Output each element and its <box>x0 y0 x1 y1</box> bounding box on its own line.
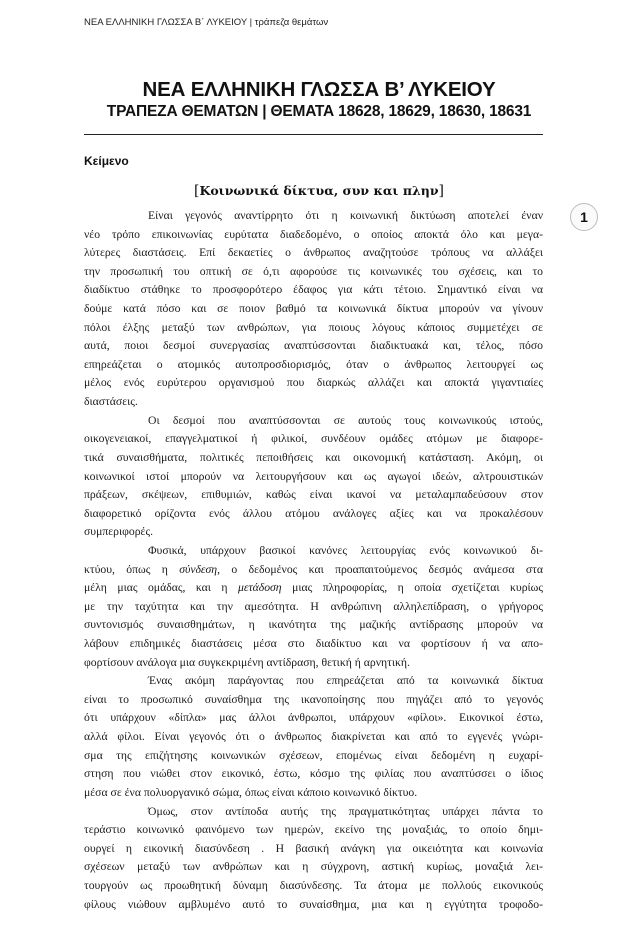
text-line: πράξεων, σκέψεων, επιθυμιών, καθώς είναι ικανοί να μεταλαμπαδεύσουν στον <box>84 488 543 502</box>
text-line: συμπεριφορές. <box>84 525 154 539</box>
section-label: Κείμενο <box>84 154 129 168</box>
text-line: σχέσεων μεταξύ των ανθρώπων και η σύγχρονη, αστική κυρίως, μοναξιά λει- <box>84 860 543 874</box>
text-line: συντονισμός συναισθημάτων, η ικανότητα της μαζικής αντίδρασης μπορούν να <box>84 618 543 632</box>
text-line: κτύου, όπως η σύνδεση, ο δεδομένος και προαπαιτούμενος δεσμός ανάμεσα στα <box>84 562 543 576</box>
text-title-close-bracket: ] <box>438 183 444 199</box>
text-title-label: Κοινωνικά δίκτυα, συν και πλην <box>199 183 439 198</box>
text-line: Όμως, στον αντίποδα αυτής της πραγματικότητας υπάρχει πάντα το <box>148 804 543 818</box>
text-line: αυτά, ποιοι δεσμοί συνεργασίας αναπτύσσονται διαδικτυακά και, τέλος, πόσο <box>84 339 543 353</box>
text-line: ουργεί η εικονική διασύνδεση . Η βασική ανάγκη για οικειότητα και κοινωνία <box>84 841 543 855</box>
text-line: αλλά φίλοι. Είναι γεγονός ότι ο άνθρωπος διακρίνεται και από το εγγενές γνώρι- <box>84 730 543 744</box>
text-line: Είναι γεγονός αναντίρρητο ότι η κοινωνική δικτύωση αποτελεί έναν <box>148 209 543 222</box>
text-line: τικά συναισθήματα, πολιτικές πεποιθήσεις και οικονομική κατάσταση. Ακόμη, οι <box>84 450 543 464</box>
text-line: διαφορετικό ορίζοντα ενός άλλου ατόμου ανάλογες αξίες και να προκαλέσουν <box>84 506 543 520</box>
text-line: φίλους νιώθουν αμβλυμένο αυτό το συναίσθημα, μια και η εγγύτητα τροφοδο- <box>84 897 543 911</box>
text-line: είναι το προσωπικό συναίσθημα της ικανοποίησης που πηγάζει από το γεγονός <box>84 692 543 706</box>
text-line: Ένας ακόμη παράγοντας που επηρεάζεται από τα κοινωνικά δίκτυα <box>148 674 543 688</box>
text-line: επηρεάζεται ο ατομικός αυτοπροσδιορισμός, όταν ο άνθρωπος λειτουργεί ως <box>84 357 543 371</box>
text-line: κοινωνικοί ιστοί μπορούν να λειτουργήσουν και ως αγωγοί ιδεών, αλτρουιστικών <box>84 469 543 483</box>
text-line: διαδίκτυο στάθηκε το προσφορότερο έδαφος για κάτι τέτοιο. Σημαντικό είναι να <box>84 283 543 297</box>
text-line: μέσα σε ένα πολυοργανικό σώμα, όπως είναι κάποιο κοινωνικό δίκτυο. <box>84 785 418 799</box>
text-line: τεράστιο κοινωνικό φαινόμενο των ημερών, εκείνο της μοναξιάς, το οποίο δημι- <box>84 823 543 837</box>
title-divider <box>84 134 543 135</box>
text-line: λάβουν επιδημικές διαστάσεις μέσα στο διαδίκτυο και να φορτίσουν ή να απο- <box>84 637 543 651</box>
text-line: Οι δεσμοί που αναπτύσσονται σε αυτούς τους κοινωνικούς ιστούς, <box>148 413 543 427</box>
paragraph-number-badge: 1 <box>570 203 598 231</box>
text-line: τουργούν ως προωθητική δύναμη διασύνδεσης. Τα άτομα με πολλούς εικονικούς <box>84 878 543 892</box>
text-line <box>84 914 543 933</box>
text-title <box>0 183 638 199</box>
text-line: λύτερες διαστάσεις. Επί δεκαετίες ο άνθρωπος αναζητούσε τρόπους να αλλάξει <box>84 246 543 260</box>
text-line: Φυσικά, υπάρχουν βασικοί κανόνες λειτουργίας ενός κοινωνικού δι- <box>148 543 543 557</box>
page-title: ΝΕΑ ΕΛΛΗΝΙΚΗ ΓΛΩΣΣΑ Β’ ΛΥΚΕΙΟΥ <box>142 78 496 101</box>
text-line: σμα της επιζήτησης κοινωνικών σχέσεων, επομένως είναι δεδομένη η ευχαρί- <box>84 748 543 762</box>
text-line: μέλη μιας ομάδας, και η μετάδοση μιας πληροφορίας, η οποία σχετίζεται κυρίως <box>84 581 544 595</box>
text-line: δούμε κατά πόσο και σε ποιον βαθμό τα κοινωνικά δίκτυα μπορούν να γίνουν <box>84 302 543 316</box>
article-body <box>84 207 543 933</box>
text-line: ότι υπάρχουν «δίπλα» μας άλλοι άνθρωποι, υπάρχουν «φίλοι». Εικονικοί έστω, <box>84 711 543 725</box>
running-header: ΝΕΑ ΕΛΛΗΝΙΚΗ ΓΛΩΣΣΑ Β΄ ΛΥΚΕΙΟΥ | τράπεζα θεμάτων <box>84 17 329 28</box>
text-line: μέλος ενός ευρύτερου οργανισμού που διαρκώς αλλάζει και αποκτά γιγαντιαίες <box>84 376 543 390</box>
text-line: φορτίσουν ανάλογα μια συγκεκριμένη αντίδραση, θετική ή αρνητική. <box>84 655 410 669</box>
text-line: την προσωπική του οπτική σε ό,τι αφορούσε τις κοινωνικές του σχέσεις, και το <box>84 264 543 278</box>
text-line: με την ταχύτητα και την αμεσότητα. Η ανθρώπινη αλληλεπίδραση, ο γρήγορος <box>84 599 543 613</box>
text-line: νέο τρόπο επικοινωνίας ευρύτατα διαδεδομένο, ο οποίος αποκτά όλο και μεγα- <box>84 227 543 241</box>
text-line: πόλοι έλξης μεταξύ των ανθρώπων, για ποιους λόγους κάποιος συμμετέχει σε <box>84 320 543 334</box>
text-line: διαστάσεις. <box>84 395 138 409</box>
text-line: στηση που νιώθει στον εικονικό, έστω, κόσμο της φιλίας που αναπτύσσει ο ίδιος <box>84 767 543 781</box>
text-line: οικογενειακοί, επαγγελματικοί ή φιλικοί, συνδέουν ομάδες ατόμων με διαφορε- <box>84 432 543 446</box>
page-subtitle: ΤΡΑΠΕΖΑ ΘΕΜΑΤΩΝ | ΘΕΜΑΤΑ 18628, 18629, 18630, 18631 <box>106 103 532 120</box>
text-title-open-bracket: [ <box>194 183 200 199</box>
